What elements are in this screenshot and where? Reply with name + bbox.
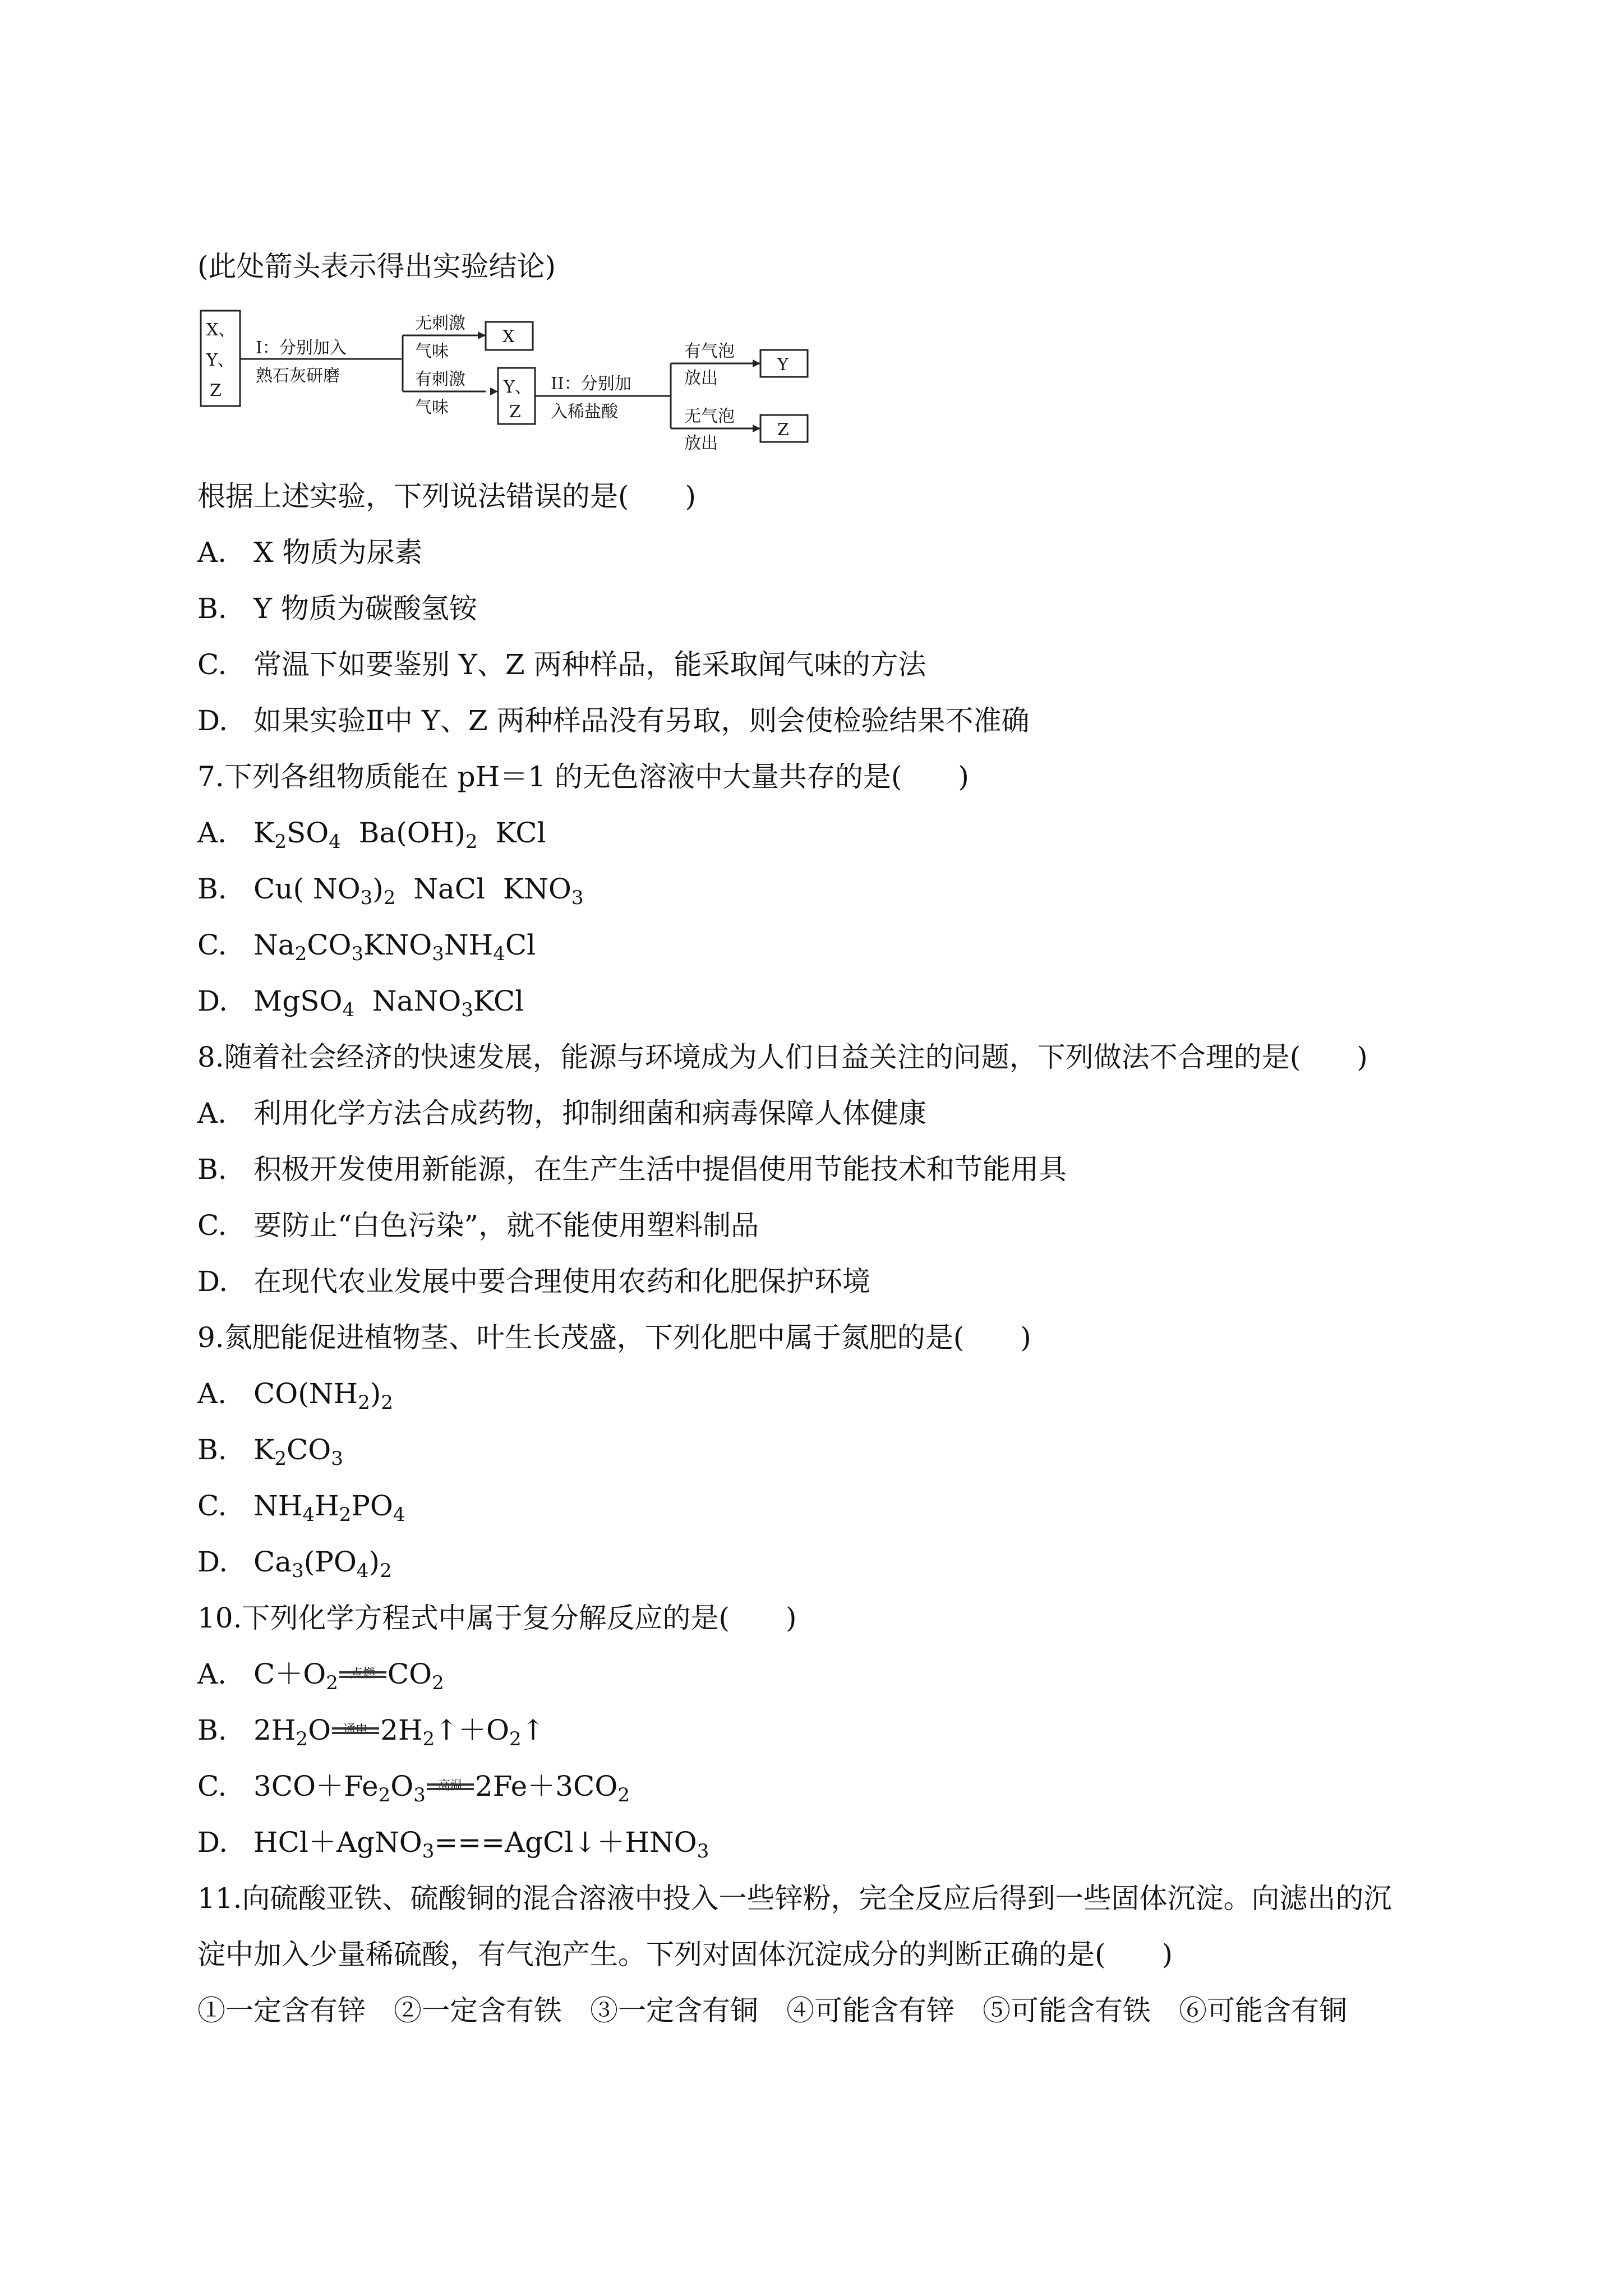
box-yz-line2: Z bbox=[509, 402, 521, 422]
box-x-label: X bbox=[502, 327, 515, 347]
has-smell-line1: 有刺激 bbox=[415, 370, 465, 389]
reaction-condition: 通电 bbox=[331, 1718, 380, 1741]
step1-line2: 熟石灰研磨 bbox=[256, 366, 340, 386]
q9-option-c: C. $NH_4H_2PO_4$ bbox=[197, 1490, 405, 1526]
q8-option-c: C. 要防止“白色污染”，就不能使用塑料制品 bbox=[197, 1209, 759, 1242]
q11-stem-line2: 淀中加入少量稀硫酸，有气泡产生。下列对固体沉淀成分的判断正确的是( ) bbox=[197, 1938, 1173, 1971]
has-smell-line2: 气味 bbox=[415, 398, 449, 417]
step1-line1: I：分别加入 bbox=[256, 338, 347, 358]
q11-choices: ①一定含有锌 ②一定含有铁 ③一定含有铜 ④可能含有锌 ⑤可能含有铁 ⑥可能含有铜 bbox=[197, 1994, 1347, 2027]
q9-option-a: A. $CO(NH_2)_2$ bbox=[197, 1377, 393, 1414]
step2-line1: II：分别加 bbox=[551, 374, 631, 394]
q10-option-d: D. $HCl+AgNO_3===AgCl↓+HNO_3$ bbox=[197, 1826, 709, 1862]
box-yz-line1: Y、 bbox=[504, 377, 532, 397]
box-z-label: Z bbox=[777, 420, 789, 440]
no-bubbles-line2: 放出 bbox=[684, 434, 718, 453]
q9-option-d: D. $Ca_3(PO_4)_2$ bbox=[197, 1546, 392, 1582]
q9-stem: 9.氮肥能促进植物茎、叶生长茂盛，下列化肥中属于氮肥的是( ) bbox=[197, 1321, 1031, 1354]
q10-option-c: C. $3CO+Fe_2O_3$ 高温 $2Fe+3CO_2$ bbox=[197, 1770, 630, 1806]
bubbles-line1: 有气泡 bbox=[684, 342, 735, 361]
q11-stem-line1: 11.向硫酸亚铁、硫酸铜的混合溶液中投入一些锌粉，完全反应后得到一些固体沉淀。向滤出的沉 bbox=[197, 1882, 1392, 1915]
q8-option-a: A. 利用化学方法合成药物，抑制细菌和病毒保障人体健康 bbox=[197, 1097, 926, 1129]
step2-line2: 入稀盐酸 bbox=[551, 402, 618, 422]
q7-option-a: A. $K_2SO_4$ $Ba(OH)_2$ KCl bbox=[197, 817, 546, 853]
box-y-label: Y bbox=[777, 355, 789, 375]
q6-option-c: C. 常温下如要鉴别 Y、Z 两种样品，能采取闻气味的方法 bbox=[197, 648, 926, 681]
q8-stem: 8.随着社会经济的快速发展，能源与环境成为人们日益关注的问题，下列做法不合理的是( ) bbox=[197, 1041, 1368, 1073]
q8-option-d: D. 在现代农业发展中要合理使用农药和化肥保护环境 bbox=[197, 1265, 870, 1298]
experiment-flowchart bbox=[200, 307, 817, 453]
start-z: Z bbox=[210, 381, 222, 400]
q6-option-d: D. 如果实验Ⅱ中 Y、Z 两种样品没有另取，则会使检验结果不准确 bbox=[197, 704, 1030, 737]
q10-stem: 10.下列化学方程式中属于复分解反应的是( ) bbox=[197, 1602, 797, 1634]
q7-option-d: D. MgSO$_4$ NaNO$_3$KCl bbox=[197, 985, 524, 1021]
q6-option-a: A. X 物质为尿素 bbox=[197, 536, 423, 569]
q7-option-c: C. $Na_2CO_3KNO_3NH_4Cl$ bbox=[197, 929, 536, 965]
bubbles-line2: 放出 bbox=[684, 368, 718, 388]
no-smell-line1: 无刺激 bbox=[415, 313, 465, 333]
q8-option-b: B. 积极开发使用新能源，在生产生活中提倡使用节能技术和节能用具 bbox=[197, 1153, 1067, 1186]
no-smell-line2: 气味 bbox=[415, 342, 449, 361]
diagram-note: (此处箭头表示得出实验结论) bbox=[197, 250, 556, 283]
q10-option-b: B. $2H_2O$ 通电 $2H_2↑+O_2↑$ bbox=[197, 1714, 545, 1750]
no-bubbles-line1: 无气泡 bbox=[684, 407, 735, 426]
q7-stem: 7.下列各组物质能在 pH＝1 的无色溶液中大量共存的是( ) bbox=[197, 760, 969, 793]
reaction-condition: 高温 bbox=[426, 1774, 475, 1797]
q7-option-b: B. Cu( $NO_3)_2$ NaCl $KNO_3$ bbox=[197, 873, 584, 909]
start-x: X、 bbox=[206, 320, 236, 340]
q6-stem: 根据上述实验，下列说法错误的是( ) bbox=[197, 480, 697, 513]
q10-option-a: A. $C+O_2$ 点燃 $CO_2$ bbox=[197, 1658, 444, 1694]
start-y: Y、 bbox=[206, 351, 234, 370]
q9-option-b: B. $K_2CO_3$ bbox=[197, 1433, 343, 1470]
reaction-condition: 点燃 bbox=[338, 1662, 388, 1685]
q6-option-b: B. Y 物质为碳酸氢铵 bbox=[197, 592, 477, 625]
